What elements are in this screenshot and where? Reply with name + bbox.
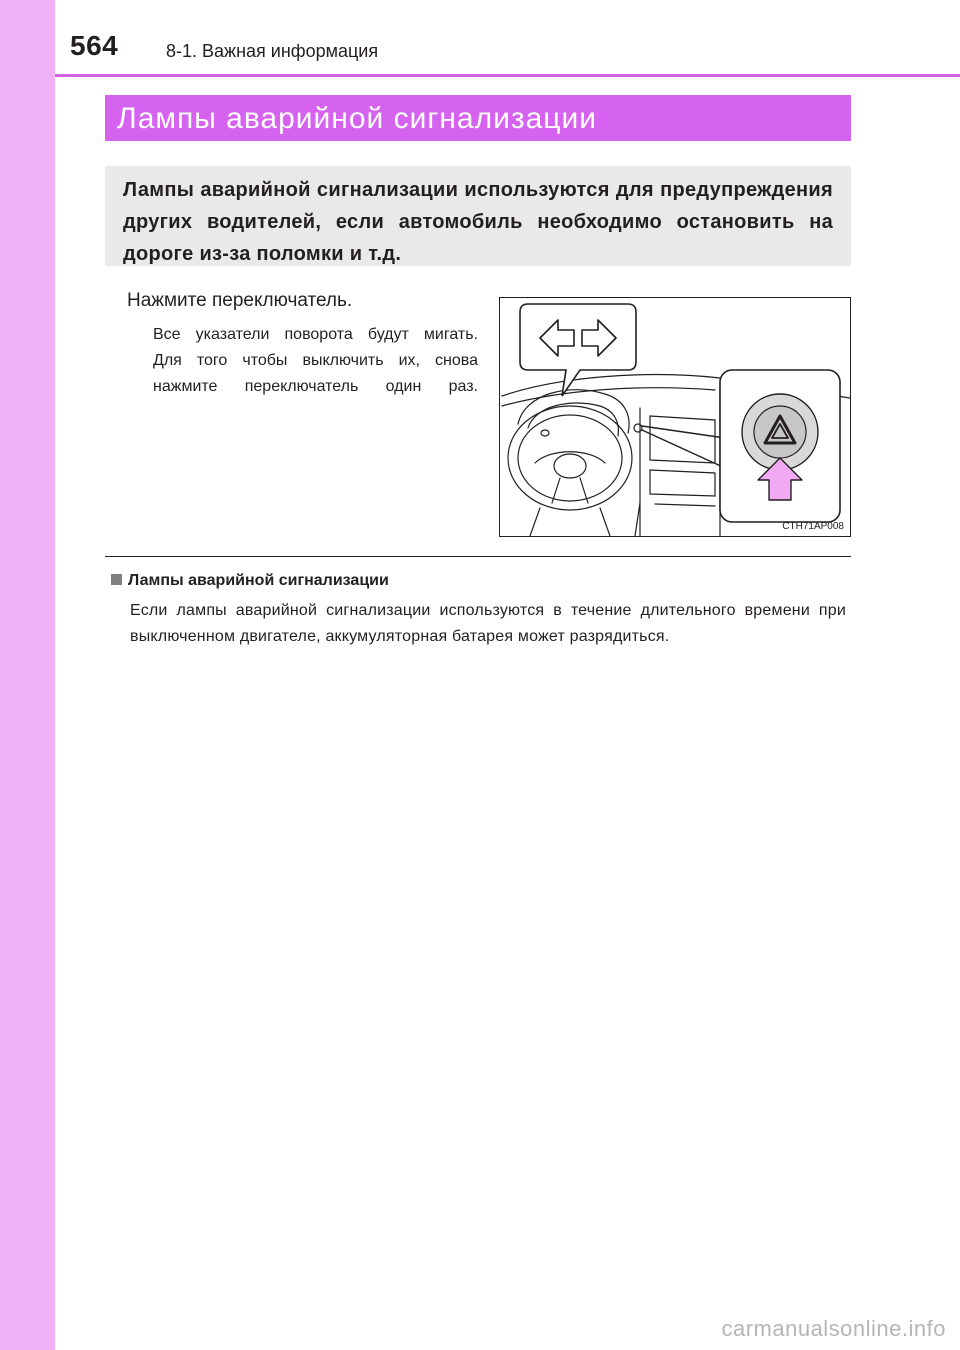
turn-signal-callout bbox=[520, 304, 636, 396]
hazard-button-callout bbox=[720, 370, 840, 522]
dashboard-drawing bbox=[500, 298, 850, 536]
step-description bbox=[153, 322, 478, 400]
note-heading bbox=[111, 572, 389, 590]
watermark: carmanualsonline.info bbox=[721, 1316, 946, 1341]
side-color-strip bbox=[0, 0, 55, 1350]
hazard-switch-illustration bbox=[499, 297, 851, 537]
step-description-1: Все указатели поворота будут мигать. bbox=[153, 326, 478, 343]
intro-text: Лампы аварийной сигнализации используются для предупреждения других водителей, если автомобиль необходимо остановить на дороге из-за поломки и т.д. bbox=[123, 179, 833, 265]
step-instruction: Нажмите переключатель. bbox=[127, 290, 353, 311]
section-divider bbox=[105, 556, 851, 557]
header-rule bbox=[55, 74, 960, 77]
step-description-2: Для того чтобы выключить их, снова нажмите переключатель один раз. bbox=[153, 352, 478, 395]
note-body: Если лампы аварийной сигнализации используются в течение длительного времени при выключенном двигателе, аккумуляторная батарея может разрядиться. bbox=[130, 602, 846, 645]
intro-box bbox=[105, 166, 851, 266]
page-number: 564 bbox=[70, 30, 119, 61]
chapter-title: 8-1. Важная информация bbox=[166, 41, 379, 61]
illustration-code: CTH71AP008 bbox=[782, 521, 844, 532]
square-bullet-icon bbox=[111, 574, 122, 585]
note-heading-text: Лампы аварийной сигнализации bbox=[128, 572, 389, 589]
section-title: Лампы аварийной сигнализации bbox=[117, 102, 598, 135]
section-title-bar bbox=[105, 95, 851, 141]
